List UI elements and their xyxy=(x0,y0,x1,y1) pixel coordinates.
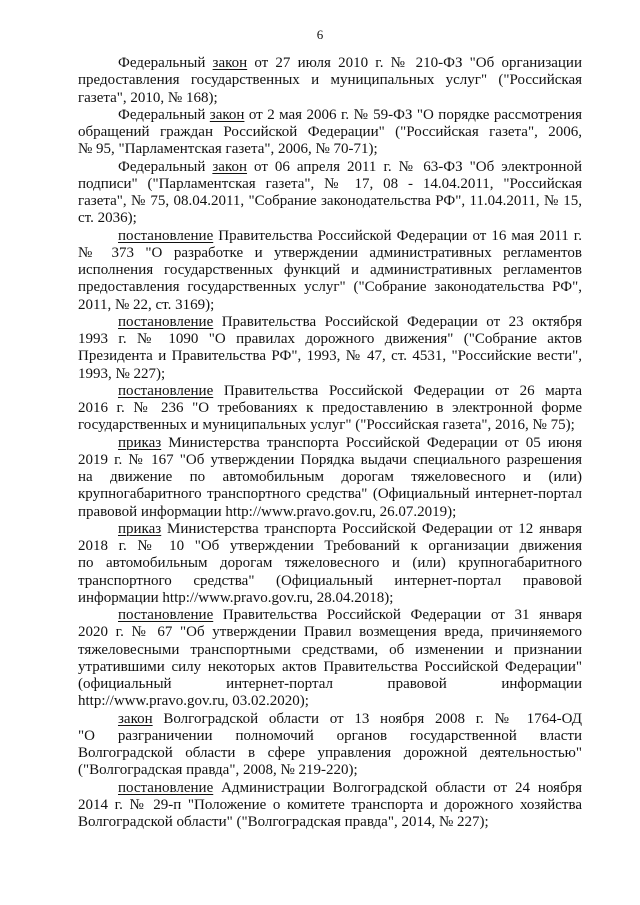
legal-act-link[interactable]: приказ xyxy=(118,434,162,451)
line-text: от 27 июля 2010 г. № 210-ФЗ "Об организации xyxy=(247,55,582,71)
paragraph-line: газета", 2010, № 168); xyxy=(78,89,218,106)
line-text: от 06 апреля 2011 г. № 63-ФЗ "Об электронной xyxy=(247,158,582,175)
paragraph-first-line xyxy=(78,55,582,72)
paragraph-first-line xyxy=(78,228,582,245)
paragraph-line: ст. 2036); xyxy=(78,210,137,227)
paragraph-line: предоставления государственных услуг" ("Собрание законодательства РФ", xyxy=(78,279,582,296)
paragraph-line: Волгоградской области" ("Волгоградская правда", 2014, № 227); xyxy=(78,814,489,830)
paragraph-line: крупногабаритного транспортного средства" (Официальный интернет-портал xyxy=(78,486,582,503)
legal-reference-paragraph xyxy=(78,383,582,435)
page-number: 6 xyxy=(316,27,324,42)
legal-act-link[interactable]: закон xyxy=(212,158,248,175)
paragraph-line: Волгоградской области в сфере управления дорожной деятельностью" xyxy=(78,745,582,761)
paragraph-line: 2014 г. № 29-п "Положение о комитете транспорта и дорожного хозяйства xyxy=(78,796,582,813)
paragraph-line: утратившими силу некоторых актов Правительства Российской Федерации" xyxy=(78,658,582,675)
paragraph-line: предоставления государственных и муниципальных услуг" ("Российская xyxy=(78,72,582,89)
line-text: Правительства Российской Федерации от 16 мая 2011 г. xyxy=(213,227,582,244)
line-text: от 2 мая 2006 г. № 59-ФЗ "О порядке рассмотрения xyxy=(244,106,582,123)
paragraph-line: правовой информации http://www.pravo.gov.ru, 26.07.2019); xyxy=(78,503,457,520)
paragraph-first-line xyxy=(78,521,582,538)
legal-reference-paragraph xyxy=(78,159,582,228)
line-text: Правительства Российской Федерации от 26 марта xyxy=(213,382,582,399)
paragraph-line: 1993, № 227); xyxy=(78,365,166,382)
paragraph-line: государственных и муниципальных услуг" ("Российская газета", 2016, № 75); xyxy=(78,417,575,434)
paragraph-line: 2016 г. № 236 "О требованиях к предоставлению в электронной форме xyxy=(78,400,582,416)
paragraph-first-line xyxy=(78,383,582,400)
paragraph-line: тяжеловесными транспортными средствами, об изменении и признании xyxy=(78,641,582,658)
paragraph-line: 2018 г. № 10 "Об утверждении Требований к организации движения xyxy=(78,538,582,554)
legal-act-link[interactable]: закон xyxy=(118,710,153,727)
legal-act-link[interactable]: закон xyxy=(212,55,248,71)
paragraph-first-line xyxy=(78,159,582,176)
paragraph-line: обращений граждан Российской Федерации" ("Российская газета", 2006, xyxy=(78,124,582,140)
legal-reference-paragraph xyxy=(78,435,582,521)
paragraph-line: по автомобильным дорогам тяжеловесного и (или) крупногабаритного xyxy=(78,555,582,572)
paragraph-line: подписи" ("Парламентская газета", № 17, 08 - 14.04.2011, "Российская xyxy=(78,175,582,192)
line-text: Администрации Волгоградской области от 24 ноября xyxy=(213,779,582,796)
paragraph-line: 2011, № 22, ст. 3169); xyxy=(78,296,215,313)
paragraph-line: 2020 г. № 67 "Об утверждении Правил возмещения вреда, причиняемого xyxy=(78,624,582,641)
legal-act-link[interactable]: постановление xyxy=(118,382,214,399)
legal-reference-paragraph xyxy=(78,521,582,607)
legal-act-link[interactable]: постановление xyxy=(118,607,214,623)
paragraph-line: "О разграничении полномочий органов государственной власти xyxy=(78,727,582,744)
legal-act-link[interactable]: постановление xyxy=(118,313,214,330)
legal-reference-paragraph xyxy=(78,55,582,107)
paragraph-line: (официальный интернет-портал правовой информации xyxy=(78,676,582,692)
line-text: Правительства Российской Федерации от 31 января xyxy=(213,607,582,623)
paragraph-line: транспортного средства" (Официальный интернет-портал правовой xyxy=(78,572,582,589)
paragraph-first-line xyxy=(78,711,582,728)
paragraph-line: № 373 "О разработке и утверждении административных регламентов xyxy=(78,244,582,261)
paragraph-line: ("Волгоградская правда", 2008, № 219-220); xyxy=(78,762,358,779)
paragraph-line: исполнения государственных функций и административных регламентов xyxy=(78,262,582,278)
paragraph-first-line xyxy=(78,314,582,331)
line-text: Волгоградской области от 13 ноября 2008 г. № 1764-ОД xyxy=(152,710,582,727)
paragraph-line: газета", № 75, 08.04.2011, "Собрание законодательства РФ", 11.04.2011, № 15, xyxy=(78,193,582,209)
legal-reference-paragraph xyxy=(78,607,582,711)
legal-reference-paragraph xyxy=(78,228,582,314)
paragraph-line: Президента и Правительства РФ", 1993, № 47, ст. 4531, "Российские вести", xyxy=(78,348,582,365)
paragraph-line: № 95, "Парламентская газета", 2006, № 70-71); xyxy=(78,141,378,158)
paragraph-first-line xyxy=(78,107,582,124)
lead-text: Федеральный xyxy=(118,106,210,123)
paragraph-first-line xyxy=(78,607,582,624)
legal-reference-paragraph xyxy=(78,107,582,159)
line-text: Министерства транспорта Российской Федерации от 05 июня xyxy=(161,434,582,451)
paragraph-line: на движение по автомобильным дорогам тяжеловесного и (или) xyxy=(78,469,582,485)
paragraph-first-line xyxy=(78,435,582,452)
legal-act-link[interactable]: постановление xyxy=(118,779,214,796)
legal-act-link[interactable]: закон xyxy=(209,106,245,123)
paragraph-line: 1993 г. № 1090 "О правилах дорожного движения" ("Собрание актов xyxy=(78,331,582,347)
paragraph-first-line xyxy=(78,780,582,797)
legal-act-link[interactable]: приказ xyxy=(118,520,162,537)
lead-text: Федеральный xyxy=(118,158,213,175)
legal-reference-paragraph xyxy=(78,314,582,383)
legal-act-link[interactable]: постановление xyxy=(118,227,214,244)
paragraph-line: 2019 г. № 167 "Об утверждении Порядка выдачи специального разрешения xyxy=(78,451,582,468)
paragraph-line: http://www.pravo.gov.ru, 03.02.2020); xyxy=(78,693,309,710)
paragraph-line: информации http://www.pravo.gov.ru, 28.04.2018); xyxy=(78,589,394,606)
lead-text: Федеральный xyxy=(118,55,213,71)
legal-reference-paragraph xyxy=(78,780,582,832)
legal-reference-paragraph xyxy=(78,711,582,780)
line-text: Министерства транспорта Российской Федерации от 12 января xyxy=(161,520,582,537)
document-body xyxy=(78,55,582,831)
line-text: Правительства Российской Федерации от 23 октября xyxy=(213,313,582,330)
